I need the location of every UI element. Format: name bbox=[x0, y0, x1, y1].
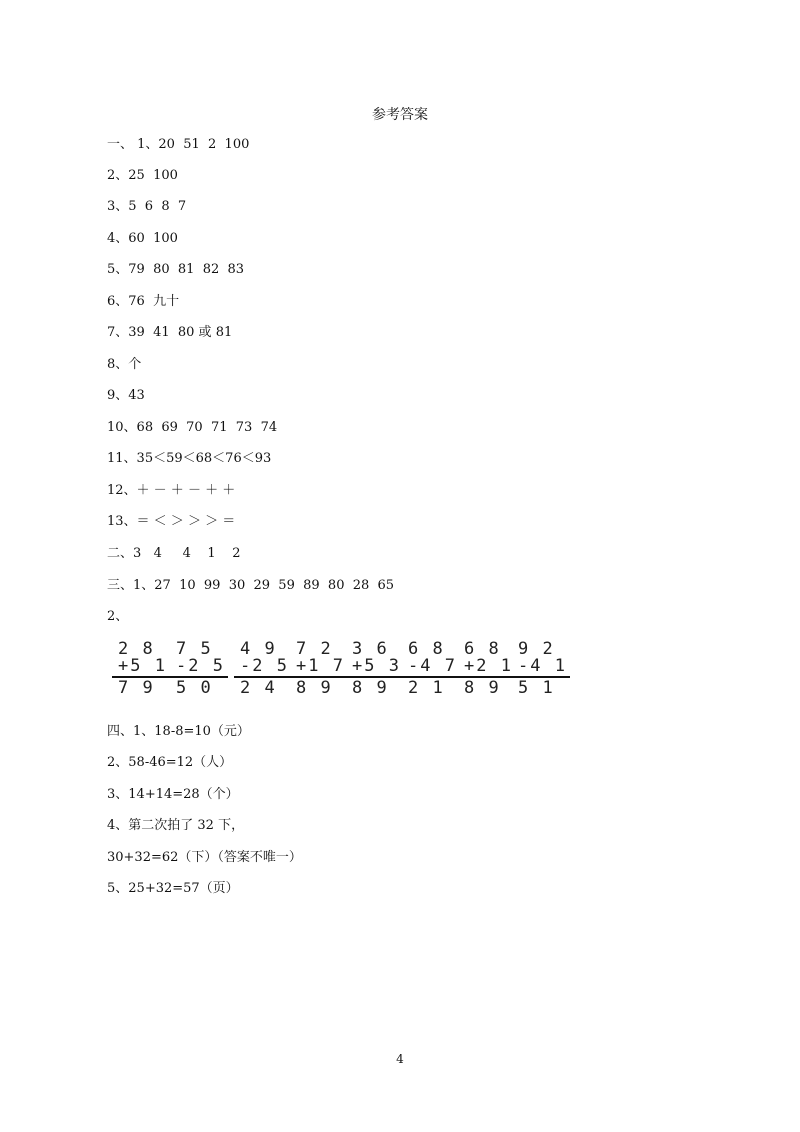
top-number: 2 8 bbox=[118, 639, 155, 659]
answer-line: 7、39 41 80 或 81 bbox=[107, 325, 233, 340]
vertical-problem bbox=[346, 640, 410, 702]
vertical-problem bbox=[512, 640, 576, 702]
answer-line: 6、76 九十 bbox=[107, 294, 180, 309]
operand: +1 7 bbox=[296, 656, 345, 676]
word-problem-line: 5、25+32=57（页） bbox=[107, 881, 239, 896]
answer-line: 8、个 bbox=[107, 357, 142, 372]
top-number: 6 8 bbox=[408, 639, 445, 659]
word-problem-line: 30+32=62（下）（答案不唯一） bbox=[107, 850, 302, 865]
answer-line: 10、68 69 70 71 73 74 bbox=[107, 420, 278, 435]
answer-line: 11、35＜59＜68＜76＜93 bbox=[107, 451, 272, 466]
answer-line: 9、43 bbox=[107, 388, 145, 403]
word-problem-line: 2、58-46=12（人） bbox=[107, 755, 233, 770]
operand: +5 3 bbox=[352, 656, 401, 676]
result: 2 4 bbox=[240, 678, 277, 698]
result: 5 0 bbox=[176, 678, 213, 698]
result: 2 1 bbox=[408, 678, 445, 698]
top-number: 9 2 bbox=[518, 639, 555, 659]
answer-line: 12、＋ － ＋ － ＋ ＋ bbox=[107, 483, 236, 498]
answer-line: 一、 1、20 51 2 100 bbox=[107, 137, 250, 152]
section-three-1: 三、1、27 10 99 30 29 59 89 80 28 65 bbox=[107, 578, 395, 593]
vertical-problem bbox=[290, 640, 354, 702]
vertical-problem bbox=[234, 640, 298, 702]
operand: +2 1 bbox=[464, 656, 513, 676]
word-problem-line: 3、14+14=28（个） bbox=[107, 787, 239, 802]
operand: -4 1 bbox=[518, 656, 567, 676]
section-two: 二、3 4 4 1 2 bbox=[107, 546, 241, 561]
page-title: 参考答案 bbox=[372, 107, 428, 123]
answer-line: 13、＝ ＜ ＞ ＞ ＞ ＝ bbox=[107, 514, 236, 529]
vertical-problem bbox=[402, 640, 466, 702]
answer-line: 5、79 80 81 82 83 bbox=[107, 262, 245, 277]
top-number: 4 9 bbox=[240, 639, 277, 659]
result: 8 9 bbox=[352, 678, 389, 698]
operand: -2 5 bbox=[176, 656, 225, 676]
top-number: 7 2 bbox=[296, 639, 333, 659]
result: 7 9 bbox=[118, 678, 155, 698]
answer-line: 4、60 100 bbox=[107, 231, 178, 246]
top-number: 7 5 bbox=[176, 639, 213, 659]
result: 5 1 bbox=[518, 678, 555, 698]
result: 8 9 bbox=[296, 678, 333, 698]
section-three-2-label: 2、 bbox=[107, 609, 129, 624]
operand: -2 5 bbox=[240, 656, 289, 676]
word-problem-line: 四、1、18-8=10（元） bbox=[107, 724, 250, 739]
operand: -4 7 bbox=[408, 656, 457, 676]
vertical-problem bbox=[112, 640, 176, 702]
word-problem-line: 4、第二次拍了 32 下， bbox=[107, 818, 245, 833]
answer-line: 2、25 100 bbox=[107, 168, 178, 183]
page-number: 4 bbox=[396, 1052, 404, 1066]
answer-line: 3、5 6 8 7 bbox=[107, 199, 187, 214]
operand: +5 1 bbox=[118, 656, 167, 676]
top-number: 3 6 bbox=[352, 639, 389, 659]
vertical-problem bbox=[170, 640, 234, 702]
top-number: 6 8 bbox=[464, 639, 501, 659]
result: 8 9 bbox=[464, 678, 501, 698]
